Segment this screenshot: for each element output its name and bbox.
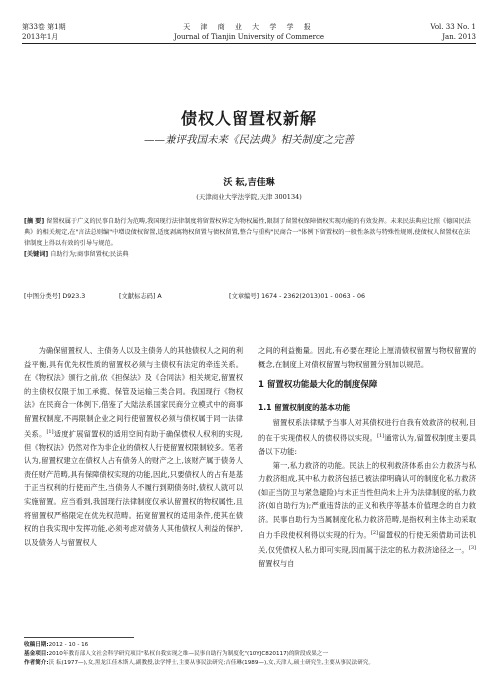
section-heading: 1 留置权功能最大化的制度保障 [258,380,378,391]
article-number: [文章编号] 1674 - 2362(2013)01 - 0063 - 06 [229,293,365,300]
article-subtitle: ——兼评我国未来《民法典》相关制度之完善 [144,134,354,146]
keywords [24,249,476,260]
citation: [1] [377,432,385,439]
citation: [1] [46,428,54,435]
volume-issue-zh: 第33卷 第1期 [22,23,66,31]
authors: 沃 耘,吉佳琳 [223,178,275,188]
footnote-rule [24,637,134,638]
citation: [2] [370,529,379,536]
header-center [0,22,498,42]
fund-note: 基金项目:2010年教育部人文社会科学研究项目"私权自我实现之维—民事自助行为制度化"(10YJC820117)的阶段成果之一 [24,651,328,657]
body-paragraph: 之间的利益衡量。因此,有必要在理论上厘清债权留置与物权留置的概念,在制度上对债权留置与物权留置分别加以规范。 [258,346,476,369]
abstract [24,216,476,249]
body-paragraph: 为确保留置权人、主债务人以及主债务人的其他债权人之间的利益平衡,具有优先权性质的留置权必须与主债权有法定的牵连关系。在《物权法》颁行之前,依《担保法》及《合同法》相关规定,留置权的主债权仅限于加工承揽、保管及运输三类合同。我国现行《物权法》在民商合一体例下,借鉴了大陆法系国家民商分立模式中的商事留置权制度,不再限制企业之间行使留置权必须与债权属于同一法律关系。[1]适度扩展留置权的适用空间有助于确保债权人权利的实现,但《物权法》仍然对作为非企业的债权人行使留置权限制较多。笔者认为,留置权建立在债权人占有债务人的财产之上,该财产属于债务人责任财产范畴,具有保障债权实现的功能,因此,只要债权人的占有是基于正当权利的行使而产生,当债务人不履行到期债务时,债权人就可以实施留置。应当看到,我国现行法律制度仅承认留置权的物权属性,且将留置权严格限定在优先权范畴。拓宽留置权的适用条件,使其在债权的自我实现中发挥功能,必须考虑对债务人其他债权人利益的保护,以及债务人与留置权人 [24,346,243,547]
document-code: [文献标志码] A [119,293,162,300]
journal-name-zh: 天 津 商 业 大 学 学 报 [183,23,315,31]
keywords-label: [关键词] [24,251,49,258]
abstract-block [24,216,476,260]
keywords-text: 自助行为;商事留置权;民法典 [50,251,129,258]
left-column [24,344,243,549]
header-rule [22,43,476,44]
subsection-heading: 1.1 留置权制度的基本功能 [258,402,351,412]
affiliation: (天津商业大学法学院,天津 300134) [196,193,302,201]
citation: [3] [468,544,476,551]
date-zh: 2013年1月 [22,33,59,41]
date-en: Jan. 2013 [442,33,476,41]
article-title: 债权人留置权新解 [180,109,317,128]
received-date: 收稿日期:2012 - 10 - 16 [24,642,89,648]
abstract-text: 留置权属于广义的民事自助行为范畴,我国现行法律制度将留置权界定为物权属性,限制了留置权保障债权实现功能的有效发挥。未来民法典应比照《德国民法典》的相关规定,在"言法总则编"中增设债权留置,适度剥离物权留置与债权留置,整合与重构"民商合一"体例下留置权的一般性条款与特殊性规则,使债权人留置权在法律制度上得以有效的引导与规范。 [24,218,471,247]
right-column [258,344,476,570]
running-header [0,8,498,48]
author-bio: 作者简介:沃 耘(1977—),女,黑龙江佳木斯人,副教授,法学博士,主要从事民法研究;吉佳琳(1989—),女,天津人,硕士研究生,主要从事民法研究。 [24,660,374,666]
journal-name-en: Journal of Tianjin University of Commerce [173,33,325,41]
volume-issue-en: Vol. 33 No. 1 [430,23,476,31]
abstract-label: [摘 要] [24,218,45,225]
header-right [430,22,476,42]
body-paragraph: 第一,私力救济的功能。民法上的权利救济体系由公力救济与私力救济组成,其中私力救济包括已被法律明确认可的制度化私力救济(如正当防卫与紧急避险)与未正当性但尚未上升为法律制度的私力救济(如自助行为);严重违背法的正义和秩序等基本价值理念的自力救济。民事自助行为当属制度化私力救济范畴,是指权利主体主动采取自力手段使权利得以实现的行为。[2]留置权的行使无须借助司法机关,仅凭债权人私力即可实现,因而属于法定的私力救济途径之一。[3]留置权与自 [258,460,476,568]
body-paragraph: 留置权系法律赋予当事人对其债权进行自我有效救济的权利,目的在于实现债权人的债权得以实现。[1]通常认为,留置权制度主要具备以下功能: [258,418,476,456]
clc-number: [中图分类号] D923.3 [24,293,86,300]
